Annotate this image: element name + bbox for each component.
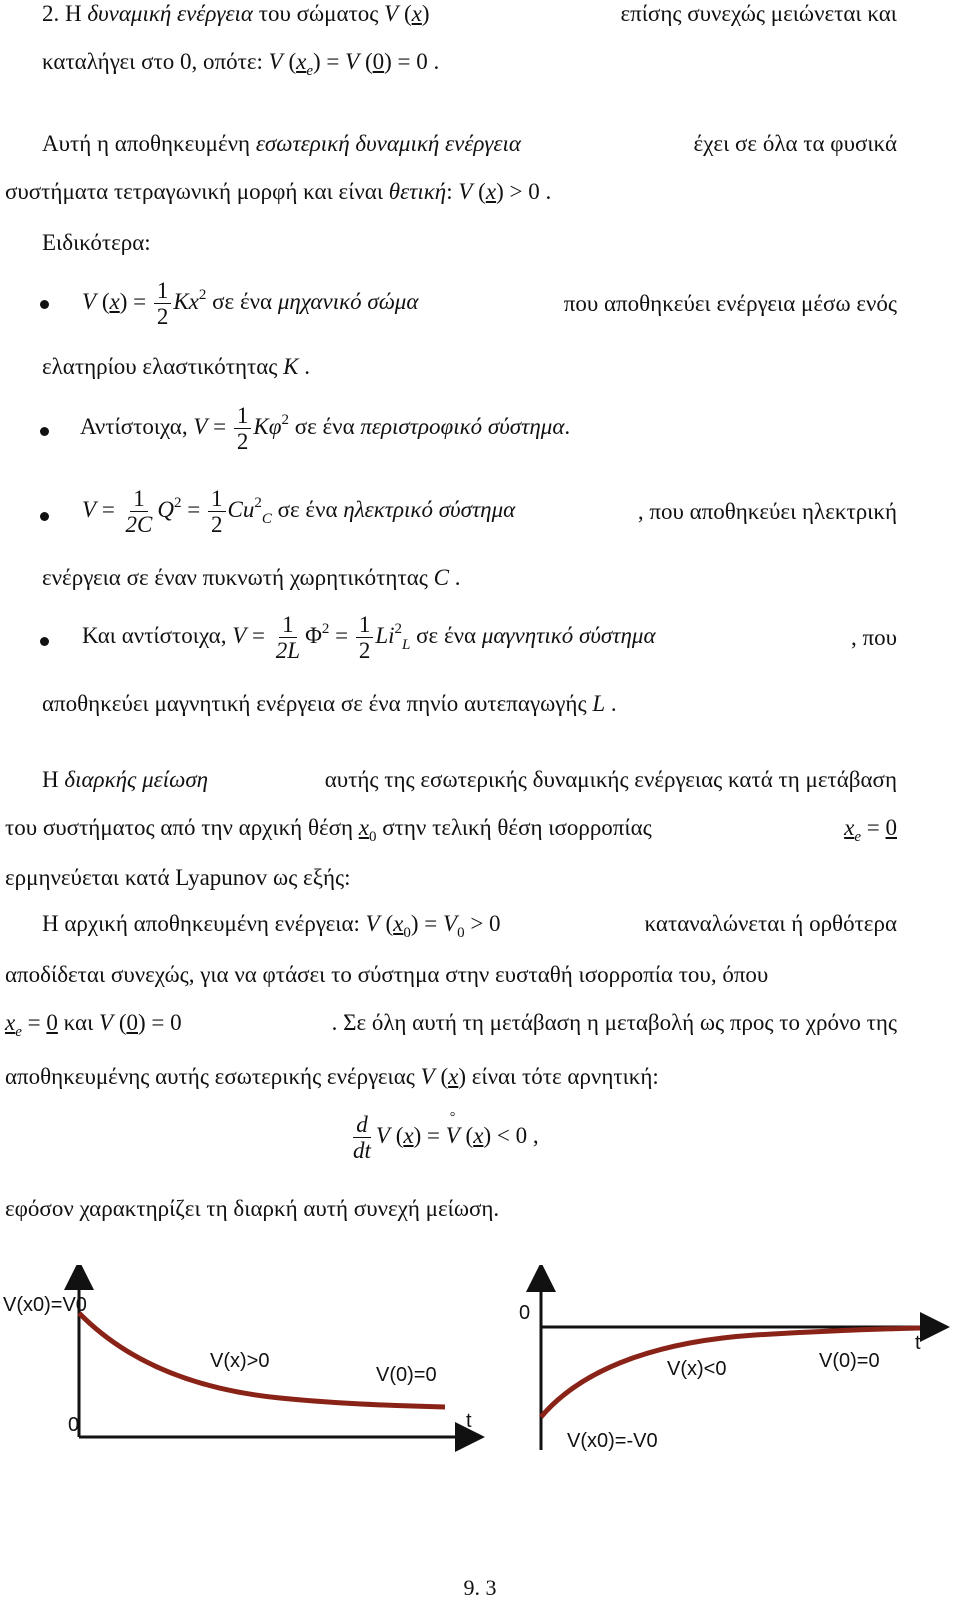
end-label: V(0)=0 <box>819 1350 880 1372</box>
bullet-dot <box>40 300 49 309</box>
paragraph-line: συστήματα τετραγωνική μορφή και είναι θετική: V (x) > 0 . <box>5 179 552 204</box>
bullet-line: V = $\frac{1}{2C}$ $Q^2$ = $\frac{1}{2}$ $Cu^2_C$ σε ένα ηλεκτρικό σύστημα , που αποθηκεύει ηλεκτρική <box>82 486 897 538</box>
paragraph-line: αποδίδεται συνεχώς, για να φτάσει το σύστημα στην ευσταθή ισορροπία του, όπου <box>5 962 769 987</box>
decay-graph-left <box>0 1265 490 1455</box>
decay-graph-right <box>495 1265 950 1465</box>
paragraph-line: 2. Η δυναμική ενέργεια του σώματος V (x) επίσης συνεχώς μειώνεται και <box>42 1 897 26</box>
bullet-dot <box>40 512 49 521</box>
bullet-line: Και αντίστοιχα, V = $\frac{1}{2L}$ $\Phi^2$ = $\frac{1}{2}$ $Li^2_L$ σε ένα μαγνητικό σύστημα , που <box>82 612 897 664</box>
start-label: V(x0)=-V0 <box>567 1430 658 1452</box>
page-number: 9. 3 <box>463 1575 497 1600</box>
curve-label: V(x)<0 <box>667 1358 727 1380</box>
paragraph-line: αποθηκευμένης αυτής εσωτερικής ενέργειας V (x) είναι τότε αρνητική: <box>5 1064 659 1089</box>
y-axis-label: V(x0)=V0 <box>3 1294 87 1316</box>
zero-label: 0 <box>519 1302 531 1324</box>
curve-label: V(x)>0 <box>210 1350 270 1372</box>
display-equation: $\frac{d}{dt}$ V (x) = ° V (x) < 0 , <box>353 1110 539 1164</box>
bullet-line: V (x) = $\frac{1}{2}$ Kx$^2$ σε ένα μηχανικό σώμα που αποθηκεύει ενέργεια μέσω ενός <box>82 278 897 330</box>
paragraph-line: ενέργεια σε έναν πυκνωτή χωρητικότητας C . <box>42 565 461 590</box>
origin-label: 0 <box>68 1414 80 1436</box>
paragraph-line: ελατηρίου ελαστικότητας K . <box>42 354 310 379</box>
paragraph-line: Η διαρκής μείωση αυτής της εσωτερικής δυναμικής ενέργειας κατά τη μετάβαση <box>42 767 897 792</box>
paragraph-line: αποθηκεύει μαγνητική ενέργεια σε ένα πηνίο αυτεπαγωγής L . <box>42 691 617 716</box>
paragraph-line: Η αρχική αποθηκευμένη ενέργεια: V $(x_0) = V_0 > 0$ καταναλώνεται ή ορθότερα <box>42 911 897 941</box>
paragraph-line: $x_e = 0$ και V (0) = 0 . Σε όλη αυτή τη μετάβαση η μεταβολή ως προς το χρόνο της <box>5 1010 897 1040</box>
t-axis-label: t <box>466 1410 472 1432</box>
decay-curve <box>541 1328 920 1417</box>
paragraph-line: ερμηνεύεται κατά Lyapunov ως εξής: <box>5 865 351 890</box>
paragraph-line: εφόσον χαρακτηρίζει τη διαρκή αυτή συνεχή μείωση. <box>5 1196 500 1221</box>
bullet-dot <box>40 427 49 436</box>
t-axis-label: t <box>915 1332 921 1354</box>
paragraph-line: Ειδικότερα: <box>42 230 151 255</box>
paragraph-line: του συστήματος από την αρχική θέση $x_0$ στην τελική θέση ισορροπίας $x_e = 0$ <box>5 815 897 845</box>
paragraph-line: Αυτή η αποθηκευμένη εσωτερική δυναμική ενέργεια έχει σε όλα τα φυσικά <box>42 131 897 156</box>
paragraph-line: καταλήγει στο 0, οπότε: V $(x_e) = V$ (0) = 0 . <box>42 49 440 79</box>
bullet-dot <box>40 637 49 646</box>
end-label: V(0)=0 <box>376 1364 437 1386</box>
bullet-line: Αντίστοιχα, V = $\frac{1}{2}$ $K\varphi^2$ σε ένα περιστροφικό σύστημα. <box>80 403 571 455</box>
